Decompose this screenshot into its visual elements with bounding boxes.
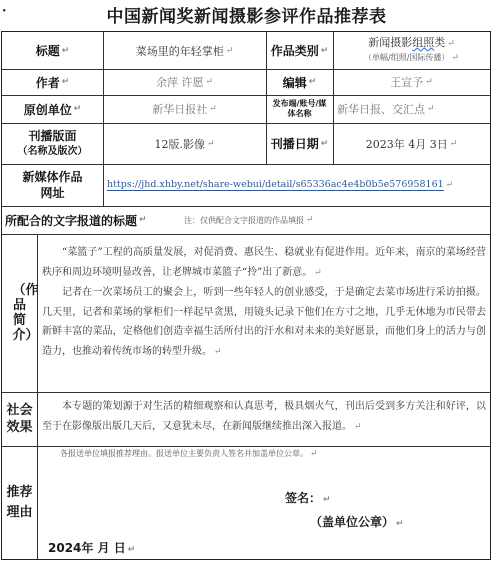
title-value: 菜场里的年轻掌柜 ↵ [135, 44, 234, 58]
signature-label: 签名： ↵ [285, 491, 331, 505]
title-label: 标题 ↵ [35, 44, 70, 58]
document-title: 中国新闻奖新闻摄影参评作品推荐表 [106, 7, 387, 27]
url-link[interactable]: https://jhd.xhby.net/share-webui/detail/s65336ac4e4b0b5e576958161 [107, 179, 444, 190]
date-value: 2023年 4月 3日 ↵ [365, 137, 458, 151]
category-label: 作品类别 ↵ [270, 44, 329, 58]
intro-text: “菜篮子”工程的高质量发展，对促消费、惠民生、稳就业有促进作用。近年来，南京的菜场经营秩序和周边环境明显改善，让老牌城市菜篮子“拎”出了新意。 ↵ 记者在一次菜场员工的聚会上，听到一些年轻人的创业感受，于是确定去菜市场进行采访拍摄。几天里，记者和菜场的掌柜们一样起早贪黑，用镜头记录下他们在方寸之地，几乎无休地为市民带去新鲜丰富的菜品，定格他们创造幸福生活所付出的汗水和对未来的美好愿景，而他们身上的活力与创造力，也推动着传统市场的转型升级。 ↵ [42, 247, 486, 357]
category-value-highlight: 组照 [412, 36, 435, 49]
recommend-note: 各报送单位填报推荐理由。报送单位主要负责人签名并加盖单位公章。 ↵ [60, 449, 318, 459]
category-value: 新闻摄影组照类 ↵ （单幅/组照/国际传播） ↵ [364, 36, 459, 63]
platform-label: 发布端/账号/媒体名称 [272, 99, 327, 118]
intro-label: （作品简介） [12, 283, 39, 343]
effect-label: 社会效果 [6, 403, 33, 435]
intro-paragraph-1: “菜篮子”工程的高质量发展，对促消费、惠民生、稳就业有促进作用。近年来，南京的菜场经营秩序和周边环境明显改善，让老牌城市菜篮子“拎”出了新意。 [42, 247, 486, 278]
recommend-date: 2024年 月 日 ↵ [48, 541, 136, 555]
seal-label: （盖单位公章） ↵ [310, 515, 404, 529]
url-label: 新媒体作品 网址 [22, 170, 83, 200]
recommendation-form [1, 31, 491, 560]
page-label: 刊播版面 （名称及版次） [17, 128, 88, 157]
publisher-value: 新华日报社 ↵ [152, 103, 217, 116]
related-value: 注：仅供配合文字报道的作品填报 ↵ [184, 215, 314, 225]
platform-value: 新华日报、交汇点 ↵ [337, 103, 435, 116]
publisher-label: 原创单位 ↵ [23, 102, 82, 117]
url-value[interactable]: https://jhd.xhby.net/share-webui/detail/s65336ac4e4b0b5e576958161 ↵ [107, 179, 454, 190]
author-value: 余萍 许愿 ↵ [155, 76, 214, 89]
author-label: 作者 ↵ [35, 75, 70, 90]
related-label: 所配合的文字报道的标题 ↵ [5, 213, 147, 228]
page-value: 12版.影像 ↵ [154, 137, 215, 151]
editor-value: 王宣予 ↵ [390, 76, 433, 89]
recommend-label: 推荐理由 [6, 484, 33, 520]
bullet-mark: · [2, 4, 7, 19]
editor-label: 编辑 ↵ [282, 75, 317, 90]
date-label: 刊播日期 ↵ [270, 137, 329, 151]
intro-paragraph-2: 记者在一次菜场员工的聚会上，听到一些年轻人的创业感受，于是确定去菜市场进行采访拍摄。几天里，记者和菜场的掌柜们一样起早贪黑，用镜头记录下他们在方寸之地，几乎无休地为市民带去新鲜丰富的菜品，定格他们创造幸福生活所付出的汗水和对未来的美好愿景，而他们身上的活力与创造力，也推动着传统市场的转型升级。 [42, 287, 486, 357]
effect-text: 本专题的策划源于对生活的精细观察和认真思考，极具烟火气，刊出后受到多方关注和好评，以至于在影像版出版几天后，又意犹未尽，在新闻版继续推出深入报道。 ↵ [42, 401, 486, 432]
